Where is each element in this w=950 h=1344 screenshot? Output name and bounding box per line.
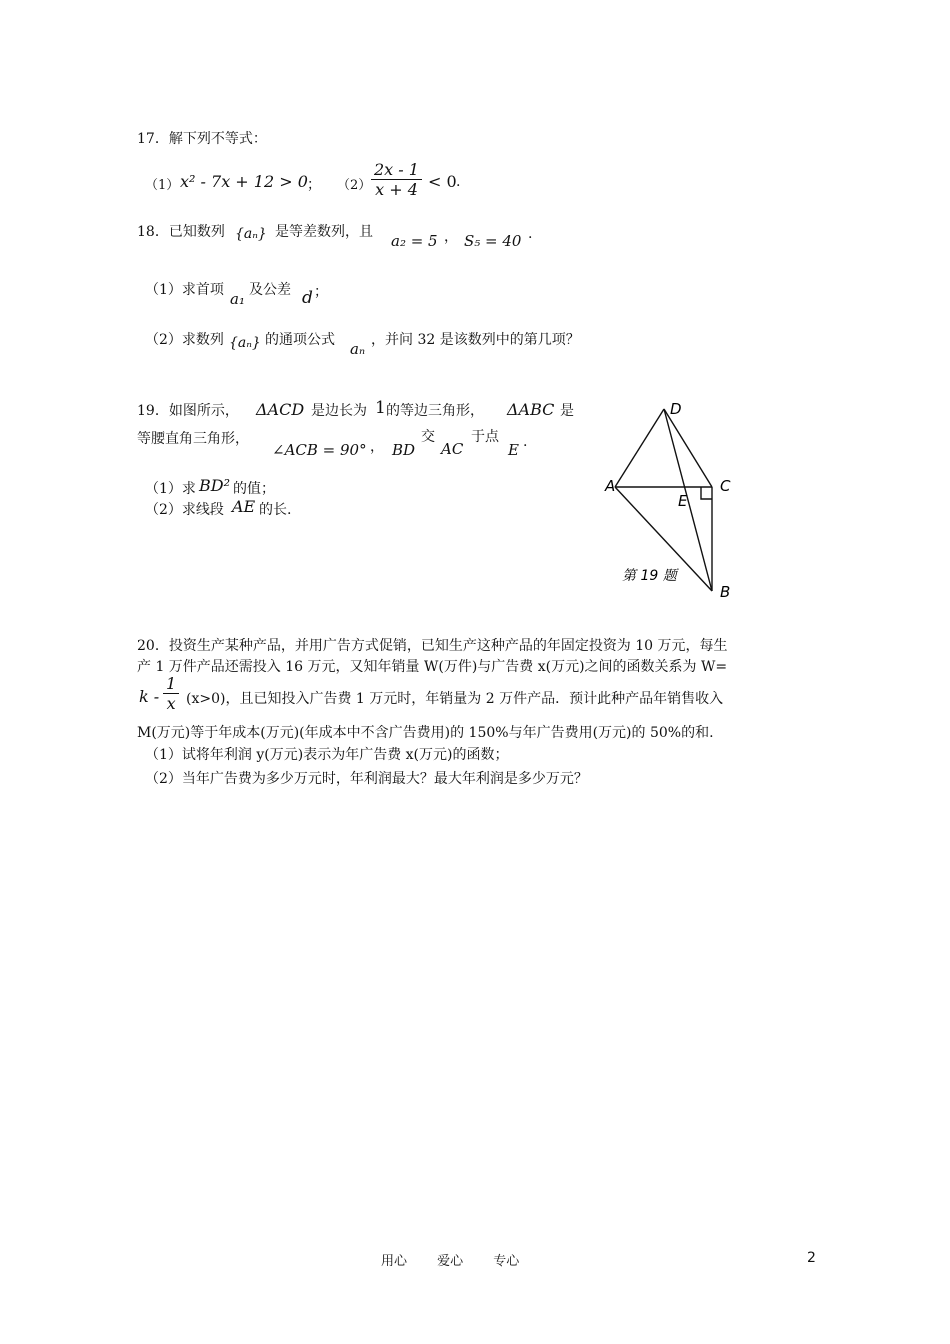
- segment-db: [664, 409, 712, 591]
- q19-text1: 是边长为: [311, 403, 367, 419]
- q17-part1-expr: x² - 7x + 12 > 0: [180, 172, 308, 191]
- q18-title: 18．已知数列: [137, 224, 225, 240]
- q20-k: k -: [139, 687, 160, 706]
- label-e: E: [678, 492, 688, 510]
- q18-part2-an: aₙ: [350, 340, 366, 358]
- q18-sequence: {aₙ}: [235, 226, 267, 242]
- q18-comma: ，: [444, 229, 458, 245]
- q17-fraction-denominator: x + 4: [375, 180, 418, 199]
- segment-dc: [664, 409, 712, 487]
- q20-line1: 20．投资生产某种产品，并用广告方式促销，已知生产这种产品的年固定投资为 10 万元，每生: [137, 638, 728, 654]
- q20-line2: 产 1 万件产品还需投入 16 万元，又知年销量 W(万件)与广告费 x(万元)之间的函数关系为 W=: [137, 659, 728, 675]
- q20-fraction: [163, 674, 179, 713]
- q19-part1-expr: BD²: [199, 476, 230, 495]
- q18-part1-mid: 及公差: [249, 282, 291, 298]
- q18-part1-a1: a₁: [230, 290, 245, 308]
- q19-text3: 是: [560, 403, 574, 419]
- q19-angle: ∠ACB = 90°: [272, 441, 367, 459]
- q19-end: .: [523, 434, 528, 450]
- q18-part2-mid: 的通项公式: [265, 332, 335, 348]
- q17-title: 17．解下列不等式：: [137, 131, 267, 147]
- q18-condition-s5: S₅ = 40: [464, 232, 522, 250]
- q18-part1-end: ；: [314, 284, 328, 300]
- label-d: D: [670, 400, 682, 418]
- footer-center: 用心 爱心 专心: [381, 1254, 520, 1269]
- q18-part2-sequence: {aₙ}: [229, 335, 261, 351]
- q17-part2-fraction: [371, 160, 422, 199]
- q18-part2-end: ，并问 32 是该数列中的第几项？: [371, 332, 580, 348]
- q17-separator: ；: [307, 177, 321, 193]
- q17-part1-label: （1）: [145, 178, 180, 193]
- q19-triangle-acd: ΔACD: [256, 400, 305, 419]
- q18-mid-text: 是等差数列，且: [275, 224, 373, 240]
- q20-part1: （1）试将年利润 y(万元)表示为年广告费 x(万元)的函数；: [145, 747, 509, 763]
- right-angle-mark: [701, 487, 712, 499]
- q20-line3: (x>0)，且已知投入广告费 1 万元时，年销量为 2 万件产品．预计此种产品年销售收入: [186, 691, 724, 707]
- q19-comma: ，: [370, 439, 384, 455]
- q20-line4: M(万元)等于年成本(万元)(年成本中不含广告费用)的 150%与年广告费用(万元)的 50%的和.: [137, 725, 714, 741]
- q17-part2-label: （2）: [337, 178, 372, 193]
- q18-end: .: [528, 226, 533, 242]
- label-b: B: [720, 583, 731, 601]
- q18-part1-d: d: [302, 288, 313, 308]
- q19-part1-label: （1）求: [145, 481, 196, 497]
- q19-one: 1: [375, 398, 386, 418]
- q19-yudian: 于点: [471, 429, 499, 445]
- q17-part2-relation: < 0: [428, 172, 457, 191]
- q19-text2: 的等边三角形，: [386, 403, 484, 419]
- q19-title: 19．如图所示，: [137, 403, 239, 419]
- q19-triangle-abc: ΔABC: [507, 400, 555, 419]
- q20-part2: （2）当年广告费为多少万元时，年利润最大？最大年利润是多少万元？: [145, 771, 588, 787]
- label-a: A: [605, 477, 616, 495]
- q20-fraction-denominator: x: [166, 694, 176, 713]
- q18-part2-label: （2）求数列: [145, 332, 224, 348]
- label-c: C: [720, 477, 731, 495]
- q19-part1-end: 的值；: [233, 481, 275, 497]
- figure-caption: 第 19 题: [622, 568, 677, 584]
- segment-da: [615, 409, 664, 487]
- q19-part2-expr: AE: [232, 497, 256, 516]
- q17-part2-end: .: [456, 174, 461, 190]
- q20-fraction-numerator: 1: [163, 674, 179, 694]
- page-number: 2: [807, 1250, 816, 1266]
- q19-part2-end: 的长.: [259, 502, 292, 518]
- q18-condition-a2: a₂ = 5: [391, 232, 438, 250]
- q18-part1-label: （1）求首项: [145, 282, 224, 298]
- q19-ac: AC: [441, 440, 464, 458]
- q17-fraction-numerator: 2x - 1: [371, 160, 422, 180]
- q19-figure: [590, 390, 750, 610]
- q19-line2: 等腰直角三角形，: [137, 431, 249, 447]
- q19-bd: BD: [392, 441, 416, 459]
- q19-jiao: 交: [421, 429, 435, 445]
- q19-e: E: [508, 441, 519, 459]
- q19-part2-label: （2）求线段: [145, 502, 224, 518]
